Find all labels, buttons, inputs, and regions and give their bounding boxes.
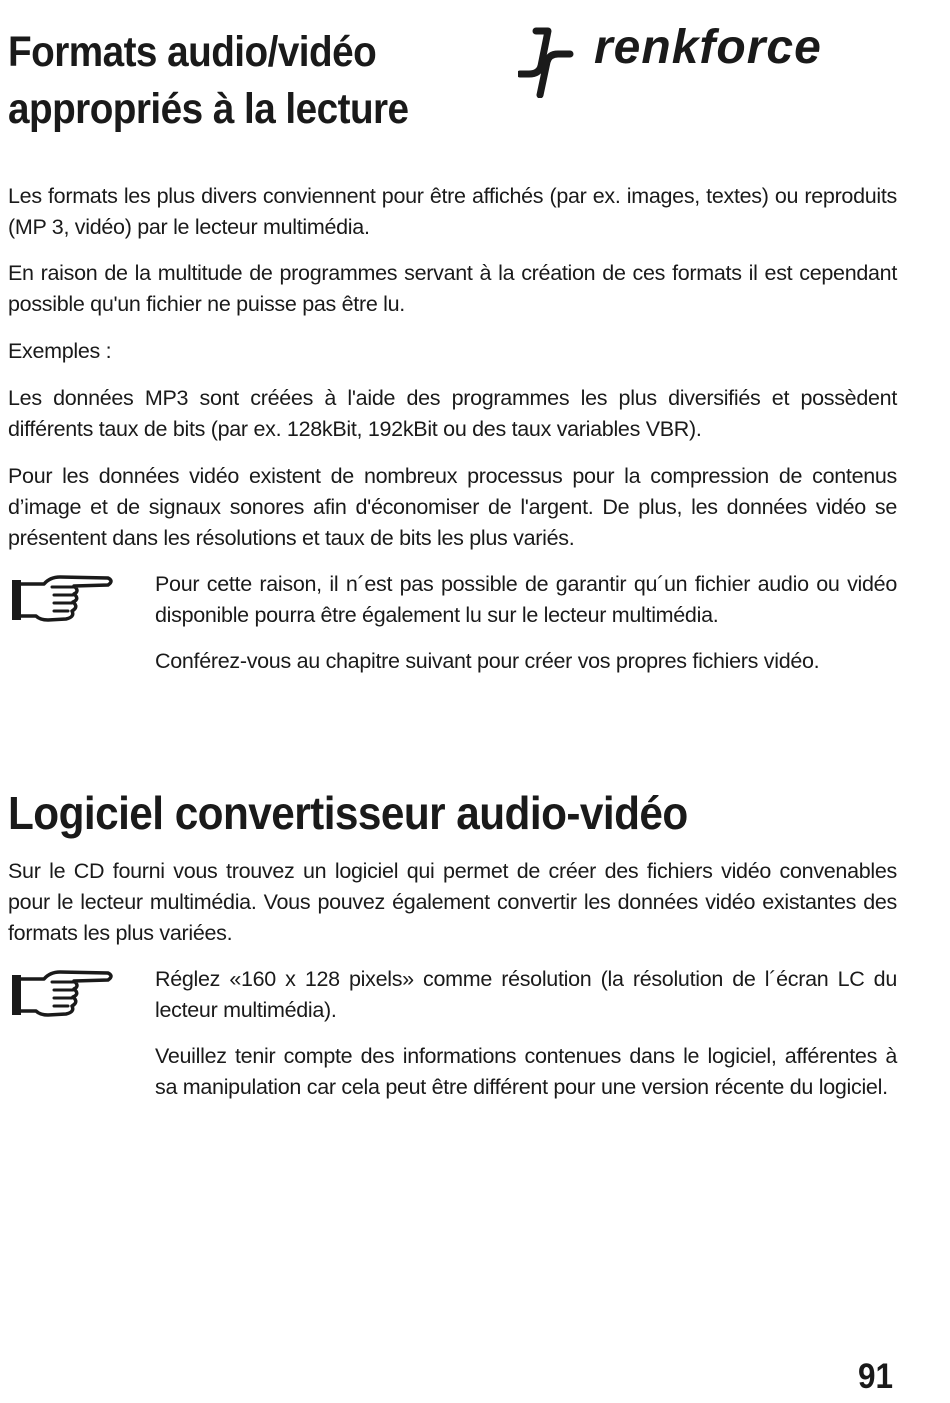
note-paragraph: Veuillez tenir compte des informations contenues dans le logiciel, afférentes à sa manipulation car cela peut être différent pour une version récente du logiciel. <box>155 1044 897 1099</box>
mp3-paragraph: Les données MP3 sont créées à l'aide des programmes les plus diversifiés et possèdent différents taux de bits (par ex. 128kBit, 192kBit ou des taux variables VBR). <box>8 386 897 441</box>
note-paragraph: Pour cette raison, il n´est pas possible de garantir qu´un fichier audio ou vidéo disponible pourra être également lu sur le lecteur multimédia. <box>155 572 897 627</box>
converter-paragraph: Sur le CD fourni vous trouvez un logiciel qui permet de créer des fichiers vidéo convenables pour le lecteur multimédia. Vous pouvez également convertir les données vidéo existantes des formats les plus variées. <box>8 859 897 945</box>
section-title: Logiciel convertisseur audio-vidéo <box>8 787 688 839</box>
brand-logo <box>518 21 898 98</box>
pointing-hand-icon <box>10 969 114 1021</box>
pointing-hand-icon <box>10 574 114 626</box>
intro-paragraph: Les formats les plus divers conviennent pour être affichés (par ex. images, textes) ou reproduits (MP 3, vidéo) par le lecteur multimédia. <box>8 184 897 239</box>
note-paragraph: Réglez «160 x 128 pixels» comme résolution (la résolution de l´écran LC du lecteur multimédia). <box>155 967 897 1022</box>
intro-paragraph: En raison de la multitude de programmes servant à la création de ces formats il est cependant possible qu'un fichier ne puisse pas être lu. <box>8 261 897 316</box>
page-title <box>8 24 409 138</box>
page-title-line-2: appropriés à la lecture <box>8 85 409 133</box>
video-paragraph: Pour les données vidéo existent de nombreux processus pour la compression de contenus d’image et de signaux sonores afin d'économiser de l'argent. De plus, les données vidéo se présentent dans les résolutions et taux de bits les plus variés. <box>8 464 897 550</box>
page-title-line-1: Formats audio/vidéo <box>8 28 377 76</box>
note-paragraph: Conférez-vous au chapitre suivant pour créer vos propres fichiers vidéo. <box>155 649 820 673</box>
examples-label: Exemples : <box>8 339 112 363</box>
brand-logo-text: renkforce <box>594 21 822 74</box>
page-number: 91 <box>858 1357 894 1396</box>
brand-logo-icon <box>518 24 588 98</box>
